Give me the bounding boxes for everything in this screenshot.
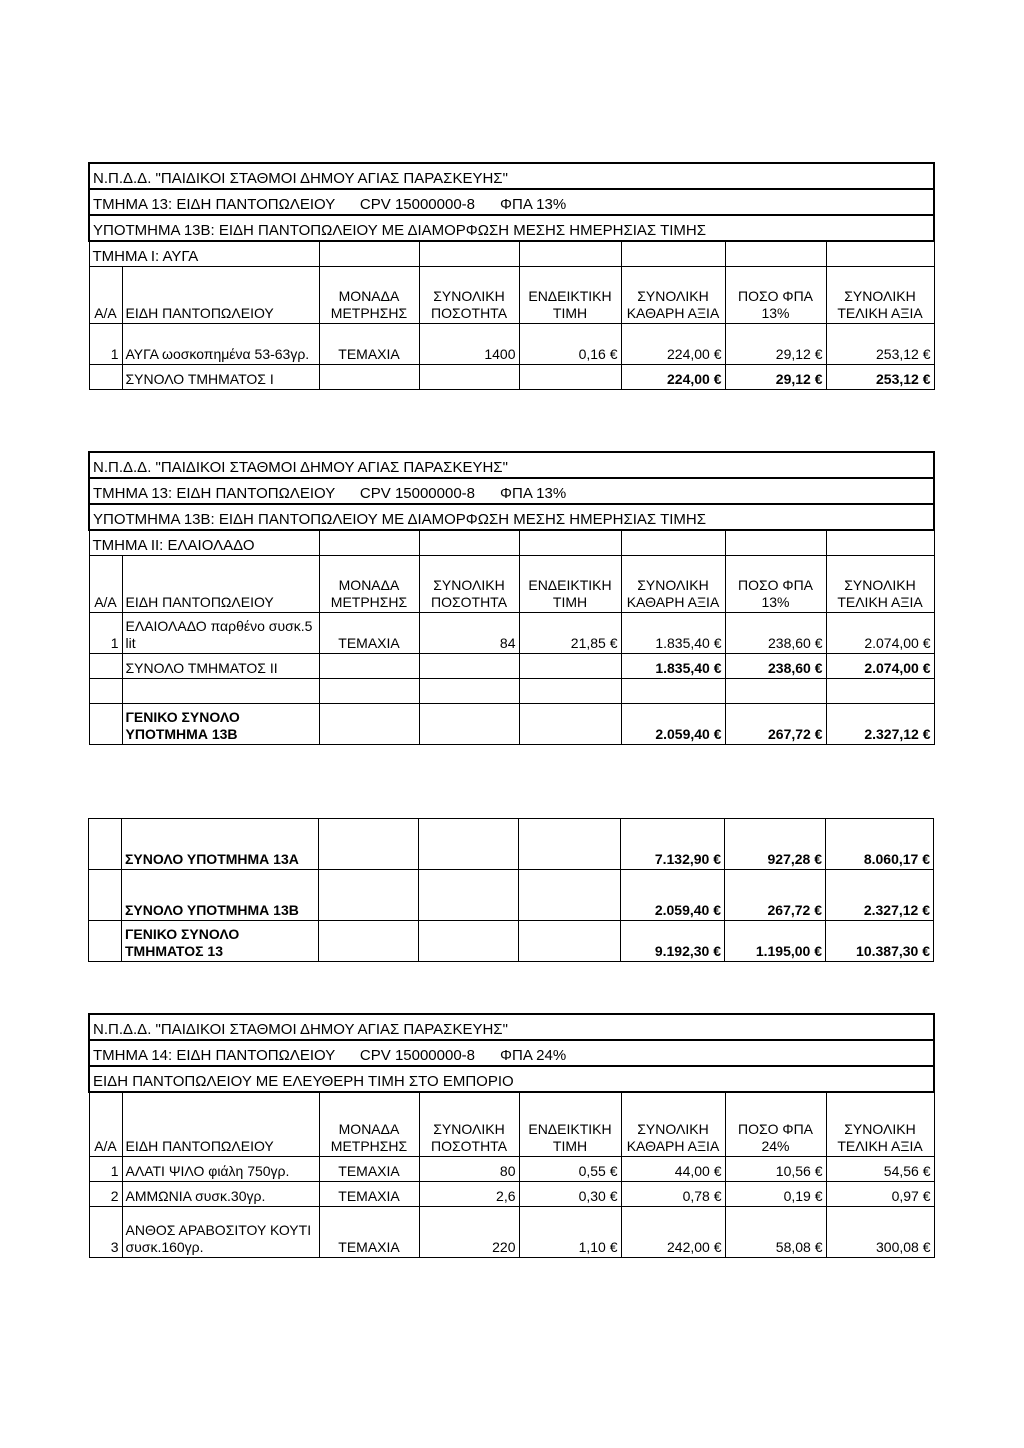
grand-total-row: ΓΕΝΙΚΟ ΣΥΝΟΛΟ ΥΠΟΤΜΗΜΑ 13Β 2.059,40 € 267,72 € 2.327,12 € <box>89 704 934 745</box>
col-price: ΕΝΔΕΙΚΤΙΚΗ ΤΙΜΗ <box>519 556 621 613</box>
col-price: ΕΝΔΕΙΚΤΙΚΗ ΤΙΜΗ <box>519 267 621 324</box>
item-name: ΕΛΑΙΟΛΑΔΟ παρθένο συσκ.5 lit <box>122 613 319 654</box>
section-title: ΤΜΗΜΑ ΙΙ: ΕΛΑΙΟΛΑΔΟ <box>89 530 319 556</box>
col-net: ΣΥΝΟΛΙΚΗ ΚΑΘΑΡΗ ΑΞΙΑ <box>621 267 725 324</box>
col-price: ΕΝΔΕΙΚΤΙΚΗ ΤΙΜΗ <box>519 1092 621 1156</box>
col-total: ΣΥΝΟΛΙΚΗ ΤΕΛΙΚΗ ΑΞΙΑ <box>826 556 934 613</box>
col-net: ΣΥΝΟΛΙΚΗ ΚΑΘΑΡΗ ΑΞΙΑ <box>621 556 725 613</box>
col-unit: ΜΟΝΑΔΑ ΜΕΤΡΗΣΗΣ <box>319 556 419 613</box>
table-row: 1 ΑΛΑΤΙ ΨΙΛΟ φιάλη 750γρ. ΤΕΜΑΧΙΑ 80 0,55 € 44,00 € 10,56 € 54,56 € <box>89 1156 934 1181</box>
col-aa: Α/Α <box>89 267 122 324</box>
col-net: ΣΥΝΟΛΙΚΗ ΚΑΘΑΡΗ ΑΞΙΑ <box>621 1092 725 1156</box>
col-item: ΕΙΔΗ ΠΑΝΤΟΠΩΛΕΙΟΥ <box>122 1092 319 1156</box>
org-title: Ν.Π.Δ.Δ. "ΠΑΙΔΙΚΟΙ ΣΤΑΘΜΟΙ ΔΗΜΟΥ ΑΓΙΑΣ ΠΑΡΑΣΚΕΥΗΣ" <box>89 1014 934 1040</box>
col-unit: ΜΟΝΑΔΑ ΜΕΤΡΗΣΗΣ <box>319 1092 419 1156</box>
org-title: Ν.Π.Δ.Δ. "ΠΑΙΔΙΚΟΙ ΣΤΑΘΜΟΙ ΔΗΜΟΥ ΑΓΙΑΣ ΠΑΡΑΣΚΕΥΗΣ" <box>89 163 934 189</box>
col-total: ΣΥΝΟΛΙΚΗ ΤΕΛΙΚΗ ΑΞΙΑ <box>826 267 934 324</box>
col-aa: Α/Α <box>89 556 122 613</box>
col-qty: ΣΥΝΟΛΙΚΗ ΠΟΣΟΤΗΤΑ <box>419 267 519 324</box>
col-total: ΣΥΝΟΛΙΚΗ ΤΕΛΙΚΗ ΑΞΙΑ <box>826 1092 934 1156</box>
table-row: 2 ΑΜΜΩΝΙΑ συσκ.30γρ. ΤΕΜΑΧΙΑ 2,6 0,30 € 0,78 € 0,19 € 0,97 € <box>89 1181 934 1206</box>
subtotal-row: ΣΥΝΟΛΟ ΤΜΗΜΑΤΟΣ ΙΙ 1.835,40 € 238,60 € 2.074,00 € <box>89 654 934 679</box>
block1-table <box>88 162 935 390</box>
sublot-title: ΕΙΔΗ ΠΑΝΤΟΠΩΛΕΙΟΥ ΜΕ ΕΛΕΥΘΕΡΗ ΤΙΜΗ ΣΤΟ ΕΜΠΟΡΙΟ <box>89 1066 934 1092</box>
sublot-title: ΥΠΟΤΜΗΜΑ 13Β: ΕΙΔΗ ΠΑΝΤΟΠΩΛΕΙΟΥ ΜΕ ΔΙΑΜΟΡΦΩΣΗ ΜΕΣΗΣ ΗΜΕΡΗΣΙΑΣ ΤΙΜΗΣ <box>89 504 934 530</box>
col-item: ΕΙΔΗ ΠΑΝΤΟΠΩΛΕΙΟΥ <box>122 267 319 324</box>
table-row: 1 ΑΥΓΑ ωοσκοπημένα 53-63γρ. ΤΕΜΑΧΙΑ 1400 0,16 € 224,00 € 29,12 € 253,12 € <box>89 324 934 365</box>
col-vat: ΠΟΣΟ ΦΠΑ 24% <box>725 1092 826 1156</box>
item-name: ΑΥΓΑ ωοσκοπημένα 53-63γρ. <box>122 324 319 365</box>
col-vat: ΠΟΣΟ ΦΠΑ 13% <box>725 556 826 613</box>
summary-row: ΓΕΝΙΚΟ ΣΥΝΟΛΟ ΤΜΗΜΑΤΟΣ 13 9.192,30 € 1.195,00 € 10.387,30 € <box>89 921 934 962</box>
summary-row: ΣΥΝΟΛΟ ΥΠΟΤΜΗΜΑ 13Β 2.059,40 € 267,72 € 2.327,12 € <box>89 870 934 921</box>
sublot-title: ΥΠΟΤΜΗΜΑ 13Β: ΕΙΔΗ ΠΑΝΤΟΠΩΛΕΙΟΥ ΜΕ ΔΙΑΜΟΡΦΩΣΗ ΜΕΣΗΣ ΗΜΕΡΗΣΙΑΣ ΤΙΜΗΣ <box>89 215 934 241</box>
lot-title: ΤΜΗΜΑ 14: ΕΙΔΗ ΠΑΝΤΟΠΩΛΕΙΟΥ CPV 15000000-8 ΦΠΑ 24% <box>89 1040 934 1066</box>
summary-table <box>88 818 934 962</box>
lot-title: ΤΜΗΜΑ 13: ΕΙΔΗ ΠΑΝΤΟΠΩΛΕΙΟΥ CPV 15000000-8 ΦΠΑ 13% <box>89 478 934 504</box>
block3-table <box>88 1013 935 1258</box>
item-name: ΑΝΘΟΣ ΑΡΑΒΟΣΙΤΟΥ ΚΟΥΤΙ συσκ.160γρ. <box>122 1206 319 1257</box>
table-row: 3 ΑΝΘΟΣ ΑΡΑΒΟΣΙΤΟΥ ΚΟΥΤΙ συσκ.160γρ. ΤΕΜΑΧΙΑ 220 1,10 € 242,00 € 58,08 € 300,08 € <box>89 1206 934 1257</box>
subtotal-row: ΣΥΝΟΛΟ ΤΜΗΜΑΤΟΣ Ι 224,00 € 29,12 € 253,12 € <box>89 365 934 390</box>
col-aa: Α/Α <box>89 1092 122 1156</box>
item-name: ΑΜΜΩΝΙΑ συσκ.30γρ. <box>122 1181 319 1206</box>
lot-title: ΤΜΗΜΑ 13: ΕΙΔΗ ΠΑΝΤΟΠΩΛΕΙΟΥ CPV 15000000-8 ΦΠΑ 13% <box>89 189 934 215</box>
col-qty: ΣΥΝΟΛΙΚΗ ΠΟΣΟΤΗΤΑ <box>419 556 519 613</box>
col-item: ΕΙΔΗ ΠΑΝΤΟΠΩΛΕΙΟΥ <box>122 556 319 613</box>
col-qty: ΣΥΝΟΛΙΚΗ ΠΟΣΟΤΗΤΑ <box>419 1092 519 1156</box>
item-name: ΑΛΑΤΙ ΨΙΛΟ φιάλη 750γρ. <box>122 1156 319 1181</box>
table-row: 1 ΕΛΑΙΟΛΑΔΟ παρθένο συσκ.5 lit ΤΕΜΑΧΙΑ 84 21,85 € 1.835,40 € 238,60 € 2.074,00 € <box>89 613 934 654</box>
section-title: ΤΜΗΜΑ Ι: ΑΥΓΑ <box>89 241 319 267</box>
org-title: Ν.Π.Δ.Δ. "ΠΑΙΔΙΚΟΙ ΣΤΑΘΜΟΙ ΔΗΜΟΥ ΑΓΙΑΣ ΠΑΡΑΣΚΕΥΗΣ" <box>89 452 934 478</box>
summary-row: ΣΥΝΟΛΟ ΥΠΟΤΜΗΜΑ 13Α 7.132,90 € 927,28 € 8.060,17 € <box>89 819 934 870</box>
col-vat: ΠΟΣΟ ΦΠΑ 13% <box>725 267 826 324</box>
block2-table <box>88 451 935 745</box>
col-unit: ΜΟΝΑΔΑ ΜΕΤΡΗΣΗΣ <box>319 267 419 324</box>
